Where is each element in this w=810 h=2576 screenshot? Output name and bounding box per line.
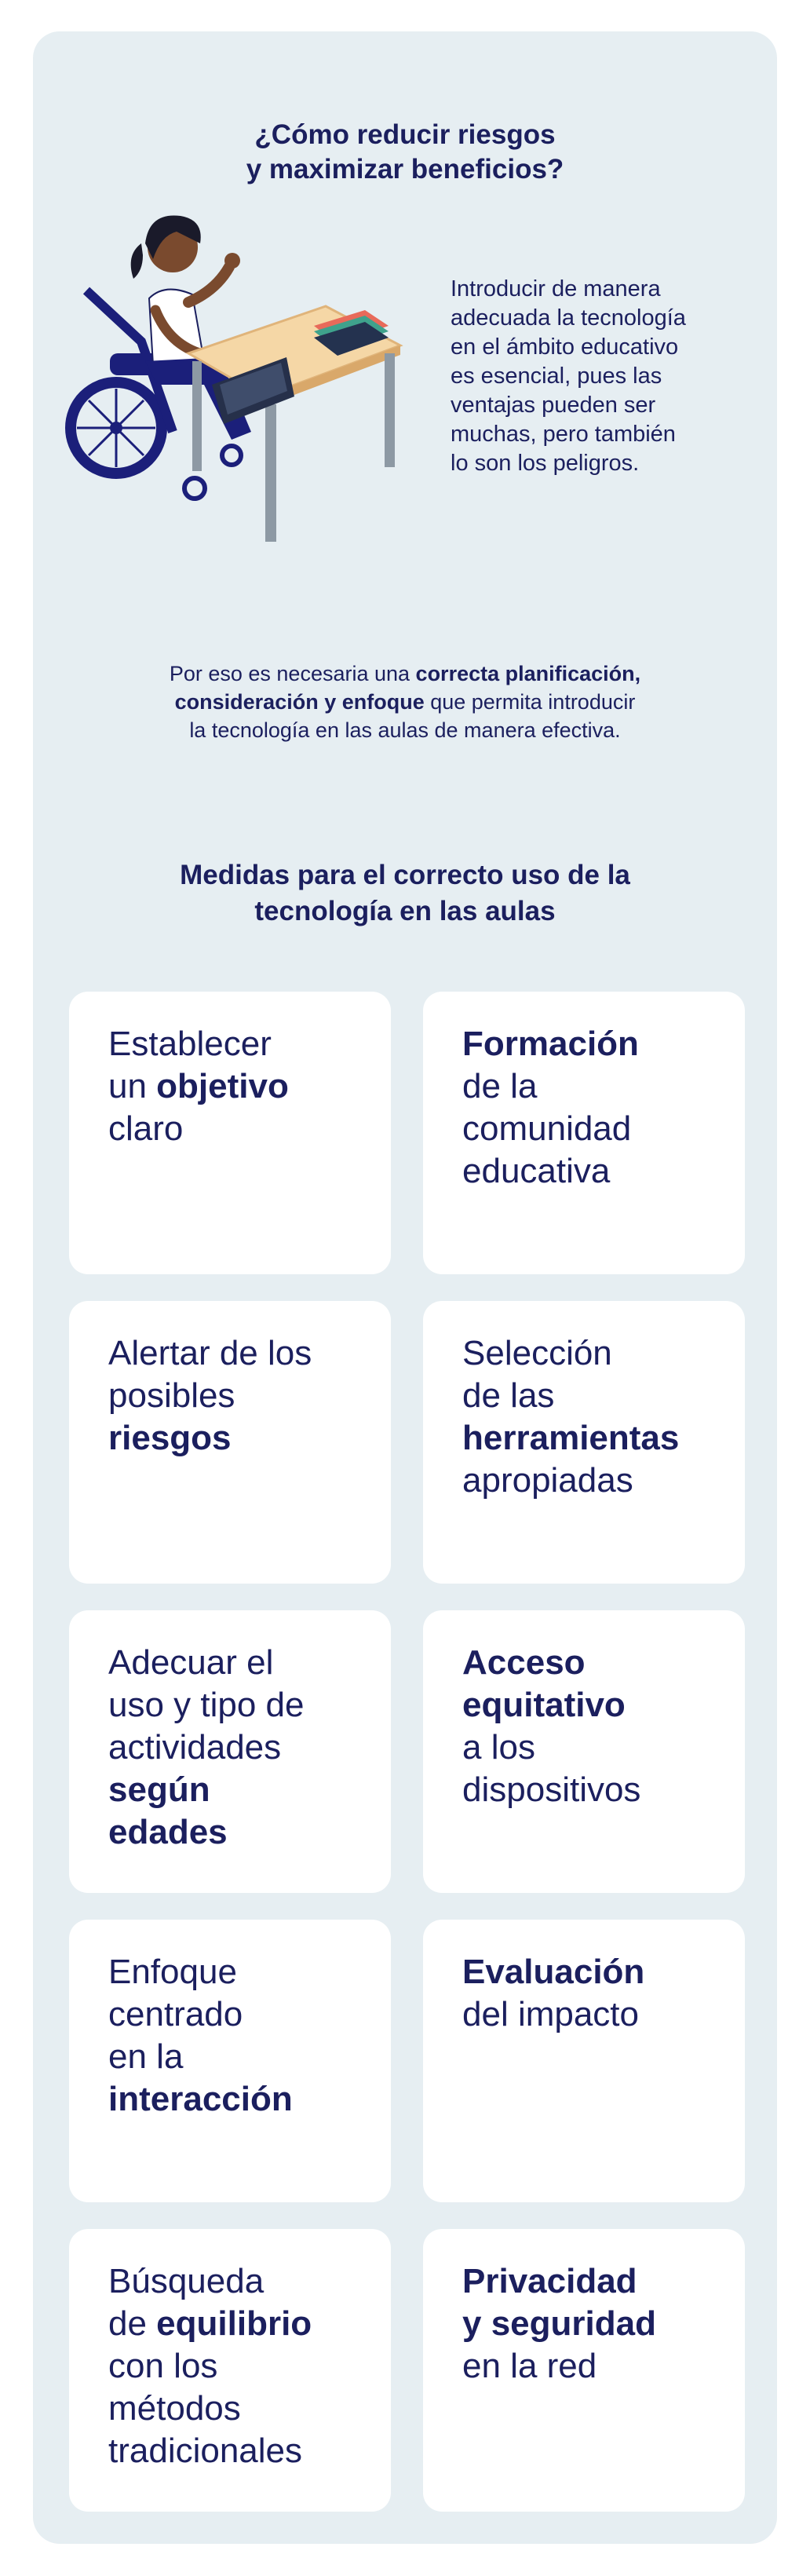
desk-illustration	[188, 306, 400, 542]
measure-card-text-segment: en la	[108, 2037, 184, 2076]
measure-card-text-segment: Enfoque	[108, 1953, 237, 1991]
intro-text	[451, 275, 733, 478]
measure-card-line	[108, 1993, 370, 2036]
measure-card-text-segment: de la	[462, 1067, 538, 1105]
measure-card-line	[108, 1811, 370, 1854]
measure-card-text	[108, 1951, 370, 2121]
measure-card	[69, 992, 391, 1274]
measure-card-bold-text: equitativo	[462, 1686, 626, 1724]
measure-card-line	[462, 1332, 724, 1375]
measure-card	[69, 1920, 391, 2202]
measure-card-bold-text: Privacidad	[462, 2262, 637, 2300]
measure-card-line	[462, 1642, 724, 1684]
measure-card-line	[462, 1769, 724, 1811]
measure-card-bold-text: Formación	[462, 1025, 639, 1063]
measure-card-text-segment: en la red	[462, 2347, 597, 2385]
measure-card-text-segment: Alertar de los	[108, 1334, 312, 1372]
measure-card-line	[108, 1951, 370, 1993]
intro-line: es esencial, pues las	[451, 364, 662, 389]
measure-card	[69, 2229, 391, 2512]
measure-card-line	[462, 1150, 724, 1193]
measure-card-line	[108, 1769, 370, 1811]
measure-card-line	[108, 1726, 370, 1769]
measure-card-bold-text: interacción	[108, 2080, 293, 2118]
measure-card-bold-text: riesgos	[108, 1419, 232, 1457]
measure-card	[423, 1301, 745, 1584]
paragraph-text: Por eso es necesaria una	[169, 662, 416, 685]
measure-card-line	[462, 1417, 724, 1460]
measure-card-bold-text: y seguridad	[462, 2304, 656, 2343]
measure-card-text-segment: del impacto	[462, 1995, 640, 2033]
measure-card	[423, 992, 745, 1274]
measure-card-text-segment: posibles	[108, 1376, 235, 1415]
measure-card	[423, 1920, 745, 2202]
measure-card-text	[108, 1023, 370, 1150]
measure-card-line	[462, 1023, 724, 1065]
main-title	[33, 118, 777, 187]
measure-card-text	[108, 1642, 370, 1854]
measure-card-text-segment: a los	[462, 1728, 535, 1767]
measure-card	[423, 1610, 745, 1893]
measure-card-text	[462, 1332, 724, 1502]
measure-card-text-segment: Selección	[462, 1334, 612, 1372]
measure-card-text	[462, 2260, 724, 2388]
measure-card-text-segment: claro	[108, 1109, 184, 1148]
measure-card-line	[108, 1417, 370, 1460]
measure-card-line	[462, 1065, 724, 1108]
paragraph-bold: consideración y enfoque	[174, 690, 425, 714]
measure-card-text-segment: educativa	[462, 1152, 611, 1190]
intro-line: en el ámbito educativo	[451, 334, 679, 360]
measure-card-line	[462, 2260, 724, 2303]
measure-card-text-segment: tradicionales	[108, 2432, 303, 2470]
measure-card-text-segment: de las	[462, 1376, 555, 1415]
measure-card-line	[462, 1993, 724, 2036]
measure-card-text-segment: apropiadas	[462, 1461, 633, 1500]
measure-card-line	[108, 2430, 370, 2472]
measure-card-text-segment: dispositivos	[462, 1770, 641, 1809]
paragraph-text: que permita introducir	[424, 690, 636, 714]
measure-card-line	[108, 2345, 370, 2388]
measure-card-text-segment: centrado	[108, 1995, 243, 2033]
measure-card-line	[462, 1726, 724, 1769]
measure-card-line	[108, 1108, 370, 1150]
measure-card-bold-text: Evaluación	[462, 1953, 645, 1991]
intro-line: adecuada la tecnología	[451, 305, 686, 331]
measure-card-line	[108, 1332, 370, 1375]
measure-card	[69, 1301, 391, 1584]
measure-card-text-segment: de	[108, 2304, 157, 2343]
measure-card-line	[108, 2303, 370, 2345]
intro-line: ventajas pueden ser	[451, 393, 656, 418]
intro-line: muchas, pero también	[451, 422, 676, 447]
measure-card-line	[462, 1951, 724, 1993]
measure-card-text-segment: Búsqueda	[108, 2262, 265, 2300]
measure-card-bold-text: herramientas	[462, 1419, 680, 1457]
measure-card-bold-text: edades	[108, 1813, 228, 1851]
measure-card-line	[462, 1460, 724, 1502]
planning-paragraph	[118, 660, 692, 744]
student-wheelchair-illustration	[55, 196, 424, 589]
measure-card-text-segment: actividades	[108, 1728, 282, 1767]
measure-card-line	[108, 2078, 370, 2121]
measure-card-text-segment: Adecuar el	[108, 1643, 274, 1682]
measure-card-line	[462, 1684, 724, 1726]
measure-card-line	[108, 1023, 370, 1065]
section-title-line-1: Medidas para el correcto uso de la	[180, 860, 630, 890]
measure-card	[423, 2229, 745, 2512]
measure-card-text-segment: Establecer	[108, 1025, 272, 1063]
measure-card-text	[108, 1332, 370, 1460]
measure-card-line	[462, 1108, 724, 1150]
measure-card-line	[108, 2388, 370, 2430]
intro-line: lo son los peligros.	[451, 451, 640, 476]
main-title-line-1: ¿Cómo reducir riesgos	[254, 119, 556, 150]
measure-card-text	[108, 2260, 370, 2472]
section-title	[33, 857, 777, 930]
paragraph-line-2	[118, 688, 692, 716]
measure-card-bold-text: equilibrio	[156, 2304, 312, 2343]
measure-card-line	[462, 1375, 724, 1417]
measure-card-text-segment: métodos	[108, 2389, 241, 2428]
measure-card-text-segment: con los	[108, 2347, 218, 2385]
measure-card-text	[462, 1023, 724, 1193]
measure-card-line	[462, 2345, 724, 2388]
measure-card-text-segment: un	[108, 1067, 157, 1105]
measure-card-bold-text: según	[108, 1770, 210, 1809]
paragraph-bold: correcta planificación,	[415, 662, 641, 685]
measure-card-text-segment: comunidad	[462, 1109, 632, 1148]
intro-line: Introducir de manera	[451, 276, 661, 301]
paragraph-line-3: la tecnología en las aulas de manera efectiva.	[189, 718, 621, 742]
paragraph-line-1	[118, 660, 692, 688]
measure-card-line	[108, 1065, 370, 1108]
measure-card-text	[462, 1642, 724, 1811]
measure-card-line	[108, 1375, 370, 1417]
measure-card-line	[108, 1684, 370, 1726]
measure-card	[69, 1610, 391, 1893]
main-title-line-2: y maximizar beneficios?	[246, 154, 564, 185]
measure-card-line	[108, 2260, 370, 2303]
measure-card-line	[462, 2303, 724, 2345]
measure-card-bold-text: objetivo	[156, 1067, 289, 1105]
measure-card-text	[462, 1951, 724, 2036]
measure-card-line	[108, 1642, 370, 1684]
measure-card-line	[108, 2036, 370, 2078]
measure-card-bold-text: Acceso	[462, 1643, 586, 1682]
section-title-line-2: tecnología en las aulas	[254, 896, 556, 926]
measure-card-text-segment: uso y tipo de	[108, 1686, 305, 1724]
